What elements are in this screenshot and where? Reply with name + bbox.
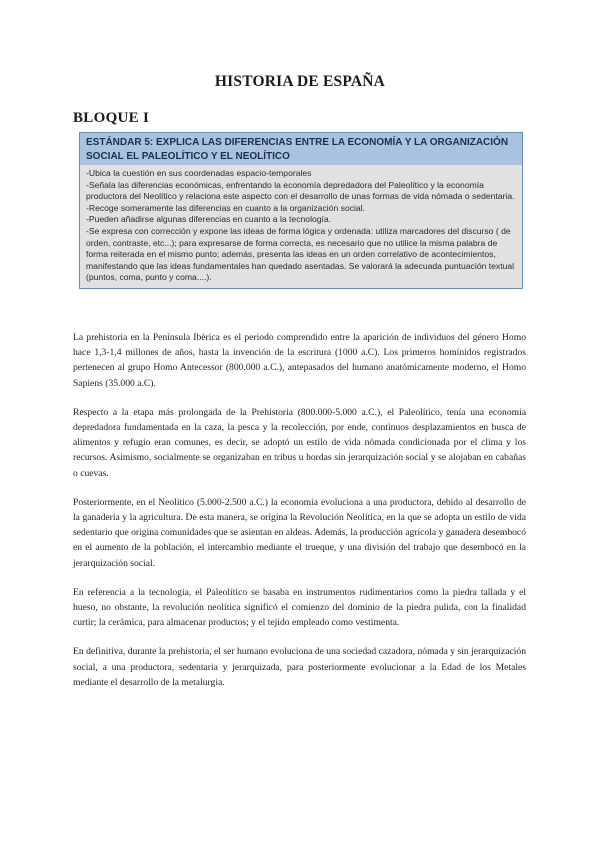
paragraph-paleolithic: Respecto a la etapa más prolongada de la Prehistoria (800.000-5.000 a.C.), el Paleolítico, tenía una economía depredadora fundamentada en la caza, la pesca y la recolección, por ende, continuos desplazamientos en busca de alimentos y refugio eran comunes, es decir, se adoptó un estilo de vida nómada condicionada por el clima y los recursos. Asimismo, socialmente se organizaban en tribus u hordas sin jerarquización social y se alojaban en cabañas o cuevas. (73, 406, 526, 479)
paragraph-technology: En referencia a la tecnología, el Paleolítico se basaba en instrumentos rudimentarios como la piedra tallada y el hueso, no obstante, la revolución neolítica significó el comienzo del dominio de la piedra pulida, con la finalidad curtir; la cerámica, para almacenar productos; y el tejido empleado como vestimenta. (73, 586, 526, 629)
standard-criteria (80, 165, 522, 288)
paragraph-conclusion: En definitiva, durante la prehistoria, el ser humano evoluciona de una sociedad cazadora, nómada y sin jerarquización social, a una productora, sedentaria y jerarquizada, para posteriormente evolucionar a la Edad de los Metales mediante el desarrollo de la metalurgia. (73, 646, 526, 688)
standard-heading: ESTÁNDAR 5: EXPLICA LAS DIFERENCIAS ENTRE LA ECONOMÍA Y LA ORGANIZACIÓN SOCIAL EL PALEOLÍTICO Y EL NEOLÍTICO (80, 133, 522, 165)
standard-box (79, 132, 523, 289)
section-heading: BLOQUE I (73, 110, 150, 126)
criteria-item-technology: -Pueden añadirse algunas diferencias en cuanto a la tecnología. (86, 214, 332, 225)
criteria-item-social: -Recoge someramente las diferencias en cuanto a la organización social. (86, 202, 365, 213)
criteria-item-expression: -Se expresa con corrección y expone las ideas de forma lógica y ordenada: utiliza marcadores del discurso ( de orden, contraste, etc...); para expresarse de forma correcta, es necesario que no utilice la misma palabra de forma reiterada en el mismo punto; además, presenta las ideas en un orden correlativo de acontecimientos, manifestando que las ideas fundamentales han quedado asentadas. Se valorará la adecuada puntuación textual (puntos, coma, punto y coma....). (86, 225, 515, 283)
paragraph-neolithic: Posteriormente, en el Neolítico (5.000-2.500 a.C.) la economía evoluciona a una productora, debido al desarrollo de la ganadería y la agricultura. De esta manera, se origina la Revolución Neolítica, en la que se adopta un estilo de vida sedentario que origina comunidades que se asientan en aldeas. Además, la producción agrícola y ganadera desembocó en el aumento de la población, el intercambio mediante el trueque, y una división del trabajo que desembocó en la jerarquización social. (73, 496, 526, 569)
page-title: HISTORIA DE ESPAÑA (214, 73, 386, 90)
essay-body (73, 330, 526, 704)
criteria-item-economy: -Señala las diferencias económicas, enfrentando la economía depredadora del Paleolítico y la economía productora del Neolítico y relaciona este aspecto con el desarrollo de unas formas de vida nómada o sedentaria. (86, 179, 515, 202)
criteria-item-location: -Ubica la cuestión en sus coordenadas espacio-temporales (86, 168, 312, 178)
paragraph-introduction: La prehistoria en la Península Ibérica es el periodo comprendido entre la aparición de individuos del género Homo hace 1,3-1,4 millones de años, hasta la invención de la escritura (1000 a.C). Los primeros homínidos registrados pertenecen al grupo Homo Antecessor (800.000 a.C.), antepasados del humano anatómicamente moderno, el Homo Sapiens (35.000 a.C). (73, 332, 526, 389)
criteria-list (86, 168, 516, 284)
